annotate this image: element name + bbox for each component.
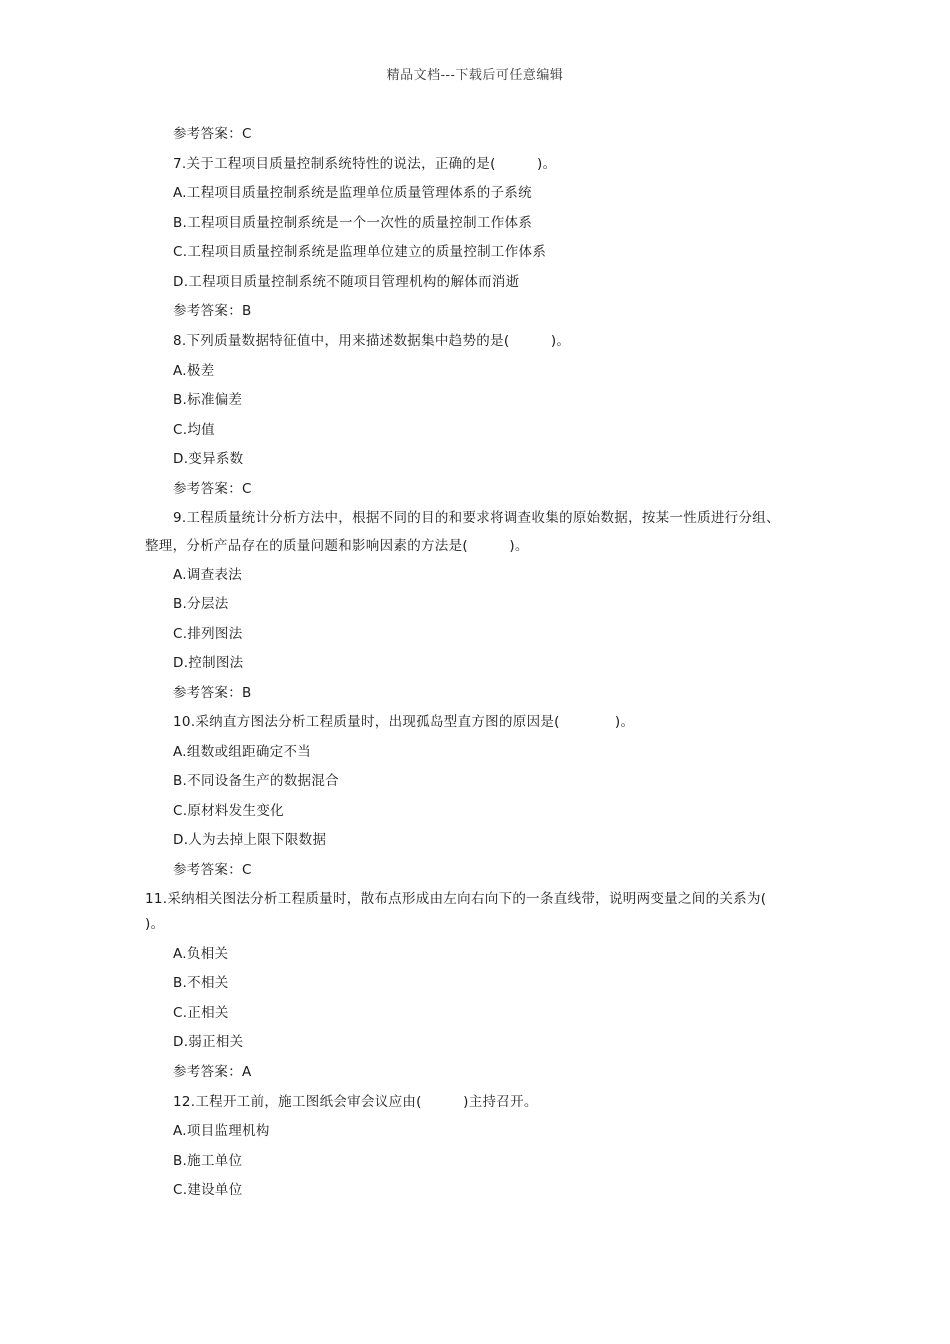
option-line: C.排列图法: [173, 626, 243, 642]
answer-line: 参考答案：B: [173, 303, 252, 319]
option-line: A.负相关: [173, 946, 229, 962]
option-line: B.工程项目质量控制系统是一个一次性的质量控制工作体系: [173, 215, 533, 231]
option-line: D.人为去掉上限下限数据: [173, 832, 327, 848]
option-line: D.弱正相关: [173, 1034, 244, 1050]
option-line: D.变异系数: [173, 451, 244, 467]
option-line: D.控制图法: [173, 655, 244, 671]
option-line: A.极差: [173, 363, 215, 379]
question-line: 7.关于工程项目质量控制系统特性的说法，正确的是( )。: [173, 156, 557, 172]
answer-line: 参考答案：C: [173, 126, 252, 142]
option-line: A.组数或组距确定不当: [173, 744, 312, 760]
option-line: B.标准偏差: [173, 392, 243, 408]
option-line: B.施工单位: [173, 1153, 243, 1169]
answer-line: 参考答案：B: [173, 685, 252, 701]
option-line: C.原材料发生变化: [173, 803, 284, 819]
option-line: B.分层法: [173, 596, 229, 612]
answer-line: 参考答案：A: [173, 1064, 252, 1080]
option-line: D.工程项目质量控制系统不随项目管理机构的解体而消逝: [173, 274, 520, 290]
option-line: C.正相关: [173, 1005, 229, 1021]
question-line: 9.工程质量统计分析方法中，根据不同的目的和要求将调查收集的原始数据，按某一性质进行分组、: [173, 510, 780, 526]
question-line: 11.采纳相关图法分析工程质量时，散布点形成由左向右向下的一条直线带，说明两变量之间的关系为(: [145, 891, 767, 907]
question-line: 10.采纳直方图法分析工程质量时，出现孤岛型直方图的原因是( )。: [173, 714, 635, 730]
option-line: A.工程项目质量控制系统是监理单位质量管理体系的子系统: [173, 185, 532, 201]
option-line: C.工程项目质量控制系统是监理单位建立的质量控制工作体系: [173, 244, 547, 260]
question-continuation: 整理，分析产品存在的质量问题和影响因素的方法是( )。: [145, 538, 529, 554]
option-line: B.不相关: [173, 975, 229, 991]
option-line: A.项目监理机构: [173, 1123, 270, 1139]
page-header: 精品文档---下载后可任意编辑: [386, 68, 564, 83]
option-line: B.不同设备生产的数据混合: [173, 773, 339, 789]
option-line: A.调查表法: [173, 567, 243, 583]
option-line: C.均值: [173, 422, 215, 438]
answer-line: 参考答案：C: [173, 481, 252, 497]
option-line: C.建设单位: [173, 1182, 243, 1198]
question-line: 12.工程开工前，施工图纸会审会议应由( )主持召开。: [173, 1094, 538, 1110]
question-line: 8.下列质量数据特征值中，用来描述数据集中趋势的是( )。: [173, 333, 571, 349]
answer-line: 参考答案：C: [173, 862, 252, 878]
question-continuation: )。: [145, 916, 165, 932]
